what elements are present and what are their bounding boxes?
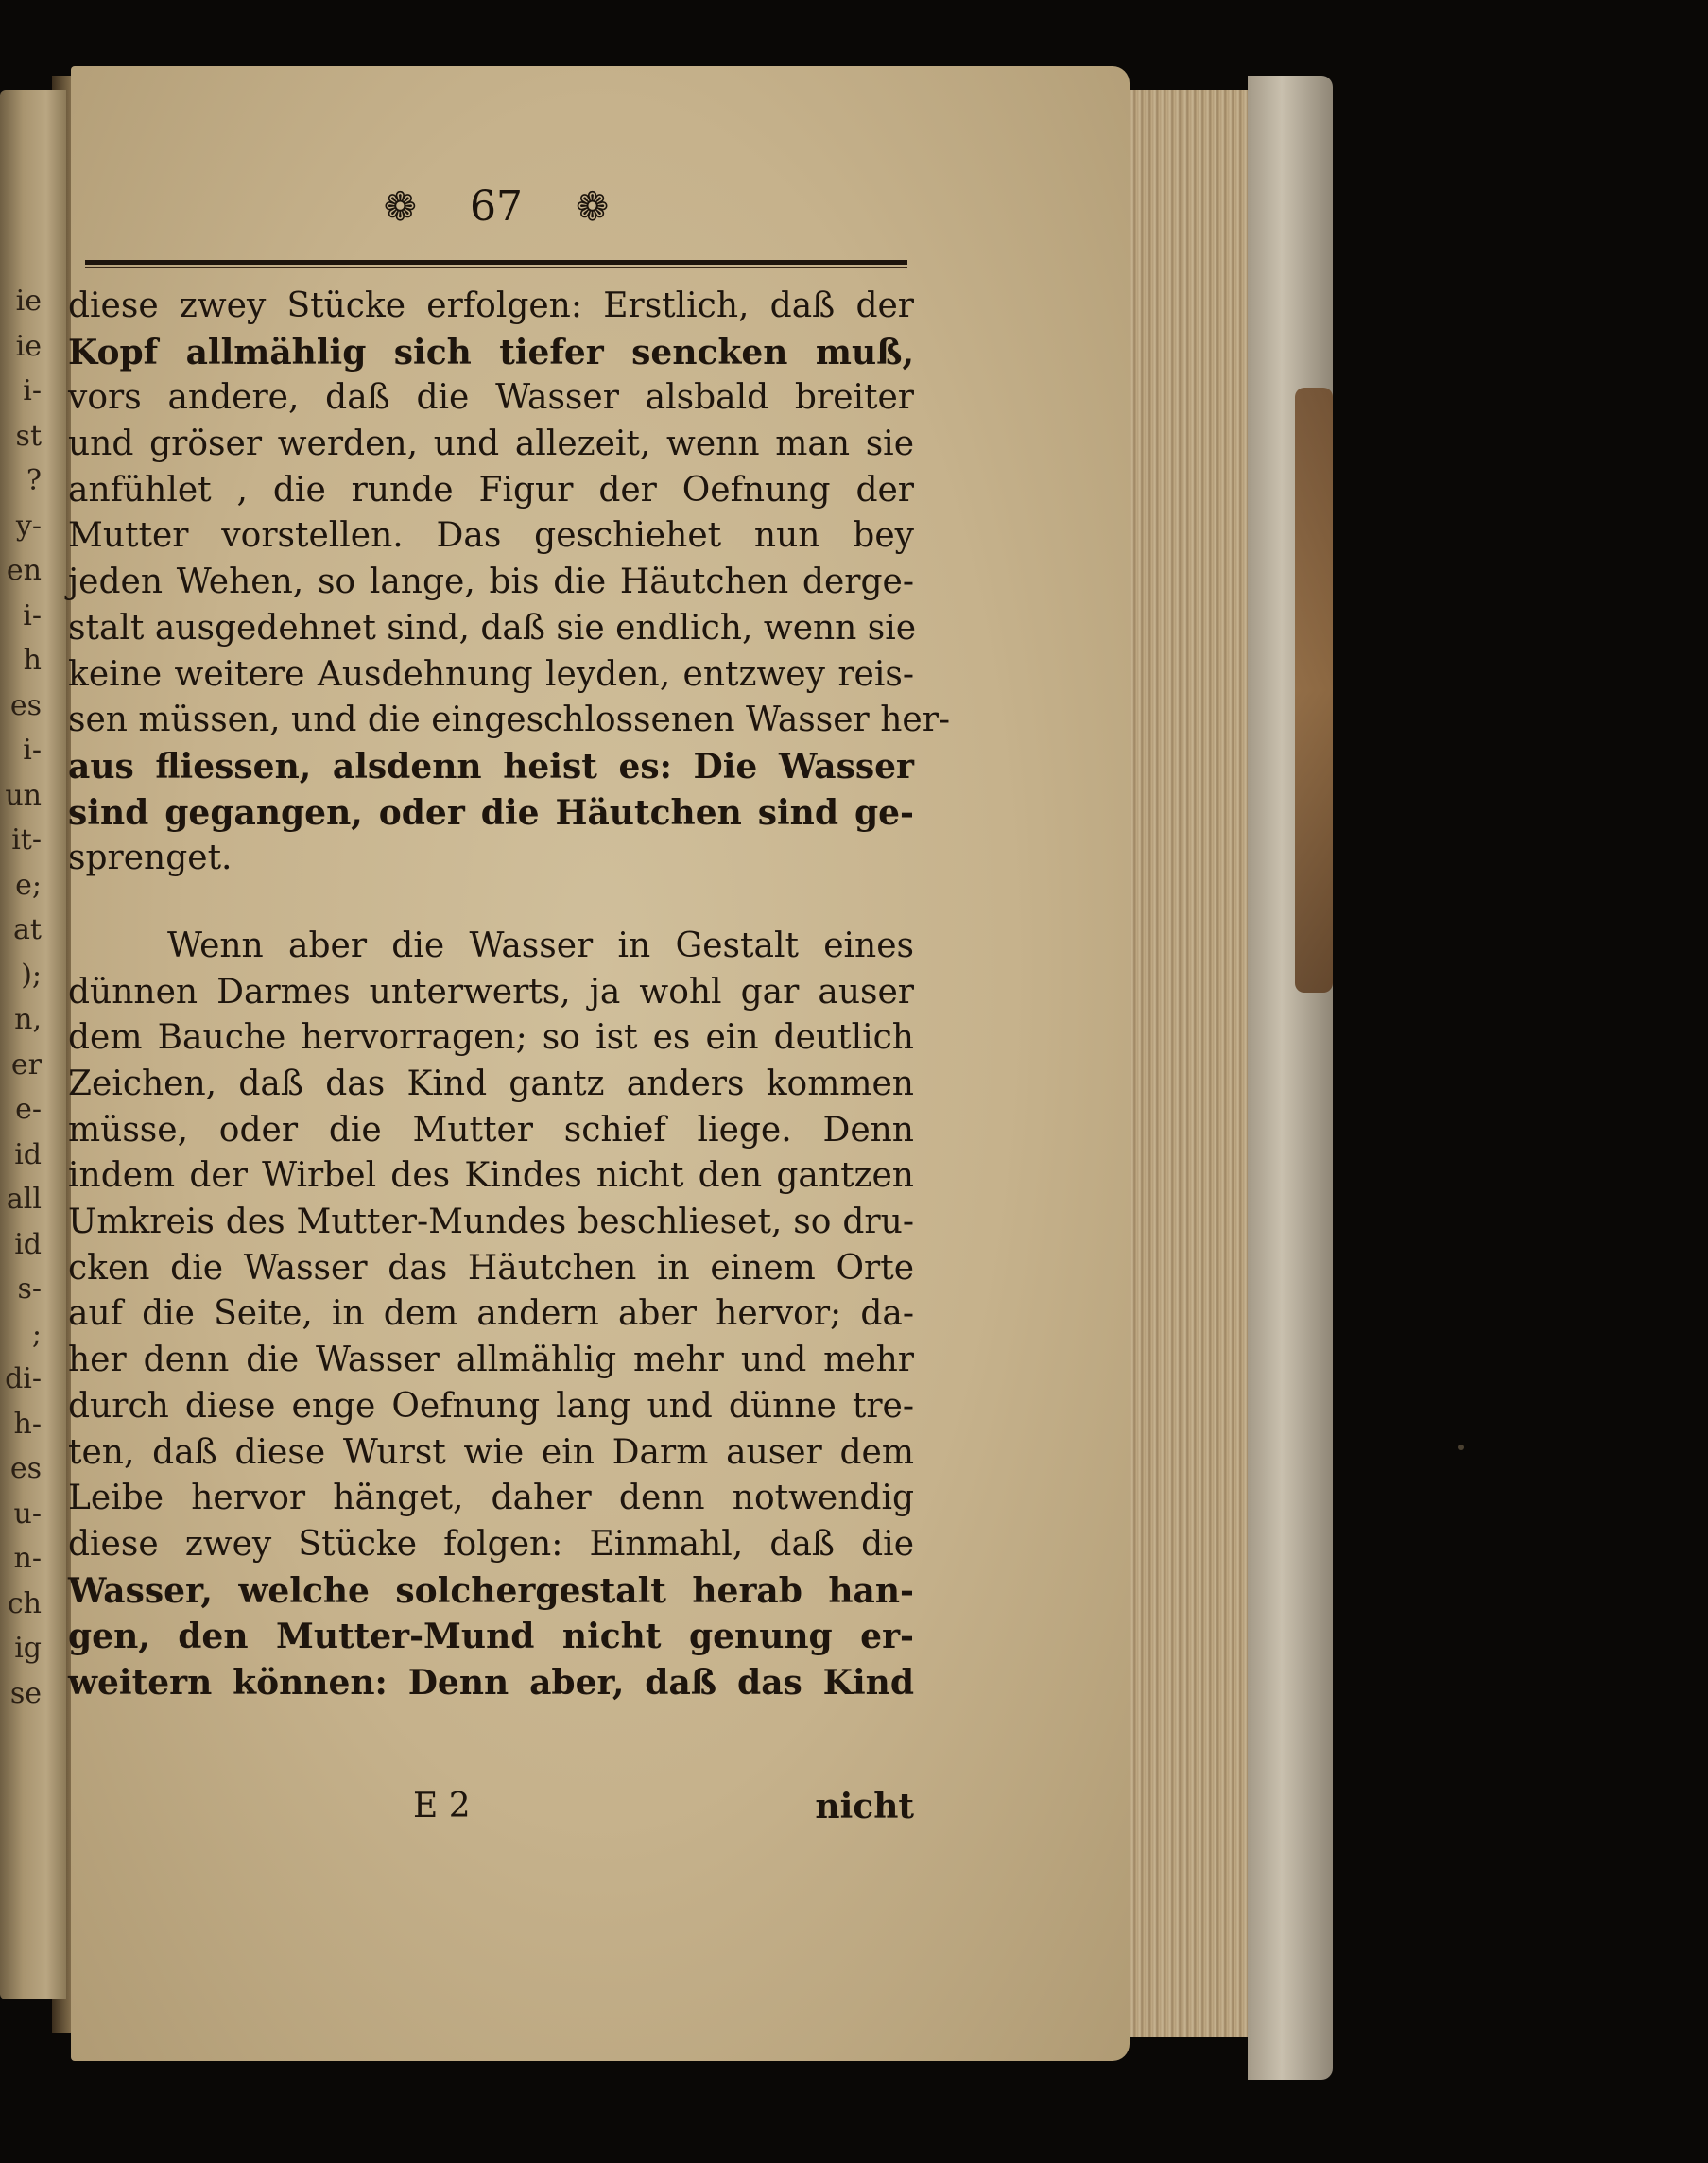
text-line: keine weitere Ausdehnung leyden, entzwey reis-	[68, 654, 914, 694]
left-fragment: se	[9, 1676, 42, 1710]
text-line: aus fliessen, alsdenn heist es: Die Wasser	[68, 746, 914, 787]
text-line: jeden Wehen, so lange, bis die Häutchen derge-	[68, 562, 914, 602]
ornament-left-icon: ❁	[383, 183, 417, 230]
text-line: Wenn aber die Wasser in Gestalt eines	[167, 926, 914, 965]
page-body	[68, 284, 951, 1706]
book-cover	[1248, 76, 1333, 2080]
left-fragment: e-	[15, 1093, 42, 1126]
text-line: diese zwey Stücke folgen: Einmahl, daß die	[68, 1524, 914, 1564]
header-rule-thin	[85, 267, 907, 268]
left-fragment: en	[6, 554, 42, 587]
text-line: gen, den Mutter-Mund nicht genung er-	[68, 1617, 914, 1657]
left-fragment: u-	[13, 1497, 42, 1531]
left-fragment: s-	[17, 1272, 42, 1306]
left-fragment: id	[14, 1227, 42, 1261]
text-line: sind gegangen, oder die Häutchen sind ge-	[68, 792, 914, 833]
text-line: Zeichen, daß das Kind gantz anders kommen	[68, 1064, 914, 1103]
left-fragment: ch	[7, 1586, 42, 1620]
text-line: her denn die Wasser allmählig mehr und mehr	[68, 1341, 914, 1380]
text-line: indem der Wirbel des Kindes nicht den gantzen	[68, 1156, 914, 1196]
left-fragment: n,	[14, 1003, 42, 1036]
left-fragment: at	[13, 913, 42, 946]
left-fragment: i-	[23, 374, 42, 407]
left-fragment: un	[5, 778, 42, 812]
text-line: cken die Wasser das Häutchen in einem Orte	[68, 1248, 914, 1288]
left-fragment: ie	[15, 285, 42, 318]
text-line: Kopf allmählig sich tiefer sencken muß,	[68, 332, 914, 372]
left-fragment: it-	[11, 823, 42, 857]
left-fragment: id	[14, 1137, 42, 1171]
paragraph-2	[68, 924, 914, 1706]
left-fragment: i-	[23, 734, 42, 767]
text-line: sen müssen, und die eingeschlossenen Wasser her-	[68, 701, 951, 740]
left-fragment: y-	[15, 509, 42, 543]
text-line: und gröser werden, und allezeit, wenn man sie	[68, 424, 914, 464]
left-fragment: st	[15, 419, 42, 453]
left-fragment: es	[9, 688, 42, 722]
signature-mark: E 2	[413, 1787, 471, 1826]
text-line: diese zwey Stücke erfolgen: Erstlich, daß der	[68, 286, 914, 325]
text-line: dem Bauche hervorragen; so ist es ein deutlich	[68, 1018, 914, 1058]
text-line: Leibe hervor hänget, daher denn notwendig	[68, 1479, 914, 1518]
text-line: anfühlet , die runde Figur der Oefnung der	[68, 470, 914, 510]
left-fragment: ig	[14, 1632, 42, 1665]
left-fragment: di-	[5, 1362, 42, 1395]
text-line: sprenget.	[68, 839, 233, 878]
paragraph-1	[68, 284, 951, 882]
header-rule	[85, 260, 907, 265]
text-line: dünnen Darmes unterwerts, ja wohl gar auser	[68, 972, 914, 1012]
left-fragment: h	[23, 644, 42, 677]
left-fragment: h-	[13, 1407, 42, 1441]
text-line: stalt ausgedehnet sind, daß sie endlich, wenn sie	[68, 608, 917, 648]
page-header	[354, 180, 638, 236]
left-fragment: all	[6, 1183, 42, 1216]
text-line: müsse, oder die Mutter schief liege. Denn	[68, 1110, 914, 1150]
speck	[1458, 1445, 1464, 1450]
text-line: durch diese enge Oefnung lang und dünne tre-	[68, 1386, 914, 1426]
page-number: 67	[470, 182, 523, 231]
left-fragment: ;	[31, 1317, 42, 1351]
left-fragment: e;	[15, 868, 42, 902]
page-footer	[68, 1787, 914, 1839]
left-fragment: n-	[13, 1542, 42, 1575]
left-facing-page	[0, 90, 66, 1999]
text-line: Wasser, welche solchergestalt herab han-	[68, 1570, 914, 1611]
text-line: ten, daß diese Wurst wie ein Darm auser dem	[68, 1432, 914, 1472]
left-fragment: er	[10, 1047, 42, 1082]
text-line: vors andere, daß die Wasser alsbald breiter	[68, 378, 914, 418]
left-fragment: ?	[26, 464, 42, 497]
left-fragment: i-	[23, 598, 42, 632]
cover-stain	[1295, 388, 1333, 993]
text-line: weitern können: Denn aber, daß das Kind	[68, 1662, 914, 1703]
catchword: nicht	[815, 1787, 914, 1826]
left-fragment: );	[21, 958, 42, 992]
text-line: Umkreis des Mutter-Mundes beschlieset, so dru-	[68, 1203, 914, 1242]
text-line: Mutter vorstellen. Das geschiehet nun bey	[68, 516, 914, 556]
ornament-right-icon: ❁	[576, 183, 610, 230]
left-fragment: es	[9, 1452, 42, 1485]
left-page-fragments	[4, 279, 42, 1716]
left-fragment: ie	[15, 329, 42, 363]
text-line: auf die Seite, in dem andern aber hervor; da-	[68, 1294, 914, 1334]
